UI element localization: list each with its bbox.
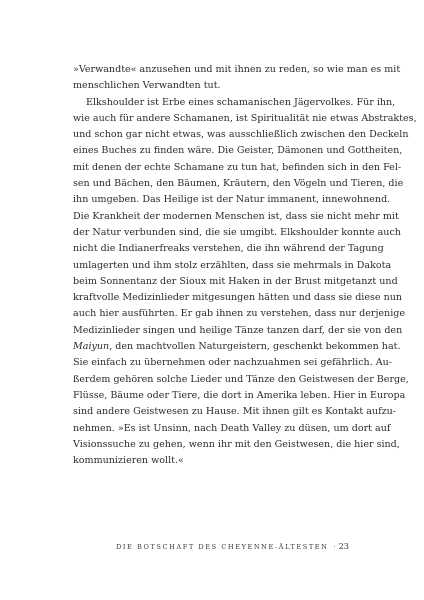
italic-term: Maiyun bbox=[73, 341, 110, 353]
text-line: sen und Bächen, den Bäumen, Kräutern, den Vögeln und Tieren, die bbox=[73, 178, 404, 190]
text-line: Maiyun, den machtvollen Naturgeistern, geschenkt bekommen hat. bbox=[73, 341, 401, 353]
text-line: der Natur verbunden sind, die sie umgibt. Elkshoulder konnte auch bbox=[73, 226, 401, 238]
text-line: umlagerten und ihm stolz erzählten, dass sie mehrmals in Dakota bbox=[73, 259, 392, 271]
page-footer bbox=[0, 541, 349, 551]
text-line: Elkshoulder ist Erbe eines schamanischen Jägervolkes. Für ihn, bbox=[86, 96, 396, 108]
text-line: ßerdem gehören solche Lieder und Tänze den Geistwesen der Berge, bbox=[73, 373, 409, 385]
text-line: auch hier ausführten. Er gab ihnen zu verstehen, dass nur derjenige bbox=[73, 308, 406, 320]
text-line: menschlichen Verwandten tut. bbox=[73, 80, 221, 92]
footer-separator: · bbox=[333, 543, 336, 551]
paragraph bbox=[73, 95, 417, 470]
running-title: DIE BOTSCHAFT DES CHEYENNE-ÄLTESTEN bbox=[116, 543, 329, 551]
text-line: nehmen. »Es ist Unsinn, nach Death Valley zu düsen, um dort auf bbox=[73, 422, 391, 434]
text-line: eines Buches zu finden wäre. Die Geister, Dämonen und Gottheiten, bbox=[73, 145, 403, 157]
text-line: Visionssuche zu gehen, wenn ihr mit den Geistwesen, die hier sind, bbox=[73, 438, 400, 450]
text-line: nicht die Indianerfreaks verstehen, die ihn während der Tagung bbox=[73, 243, 384, 255]
text-line: ihn umgeben. Das Heilige ist der Natur immanent, innewohnend. bbox=[73, 194, 391, 206]
page-number: 23 bbox=[338, 541, 349, 551]
text-line: wie auch für andere Schamanen, ist Spiritualität nie etwas Abstraktes, bbox=[73, 112, 417, 124]
text-line: beim Sonnentanz der Sioux mit Haken in der Brust mitgetanzt und bbox=[73, 275, 398, 287]
text-line: kraftvolle Medizinlieder mitgesungen hätten und dass sie diese nun bbox=[73, 292, 403, 304]
text-line: sind andere Geistwesen zu Hause. Mit ihnen gilt es Kontakt aufzu- bbox=[73, 406, 397, 418]
text-line: Die Krankheit der modernen Menschen ist, dass sie nicht mehr mit bbox=[73, 210, 399, 222]
text-line: Sie einfach zu übernehmen oder nachzuahmen sei gefährlich. Au- bbox=[73, 357, 393, 369]
text-line: Medizinlieder singen und heilige Tänze tanzen darf, der sie von den bbox=[73, 324, 403, 336]
text-line: »Verwandte« anzusehen und mit ihnen zu reden, so wie man es mit bbox=[73, 64, 401, 75]
paragraph bbox=[73, 62, 401, 95]
text-line: und schon gar nicht etwas, was ausschließlich zwischen den Deckeln bbox=[73, 129, 409, 141]
body-text bbox=[73, 62, 417, 469]
text-line: mit denen der echte Schamane zu tun hat, befinden sich in den Fel- bbox=[73, 161, 402, 173]
text-line: kommunizieren wollt.« bbox=[73, 455, 184, 467]
text-line: Flüsse, Bäume oder Tiere, die dort in Amerika leben. Hier in Europa bbox=[73, 389, 406, 401]
